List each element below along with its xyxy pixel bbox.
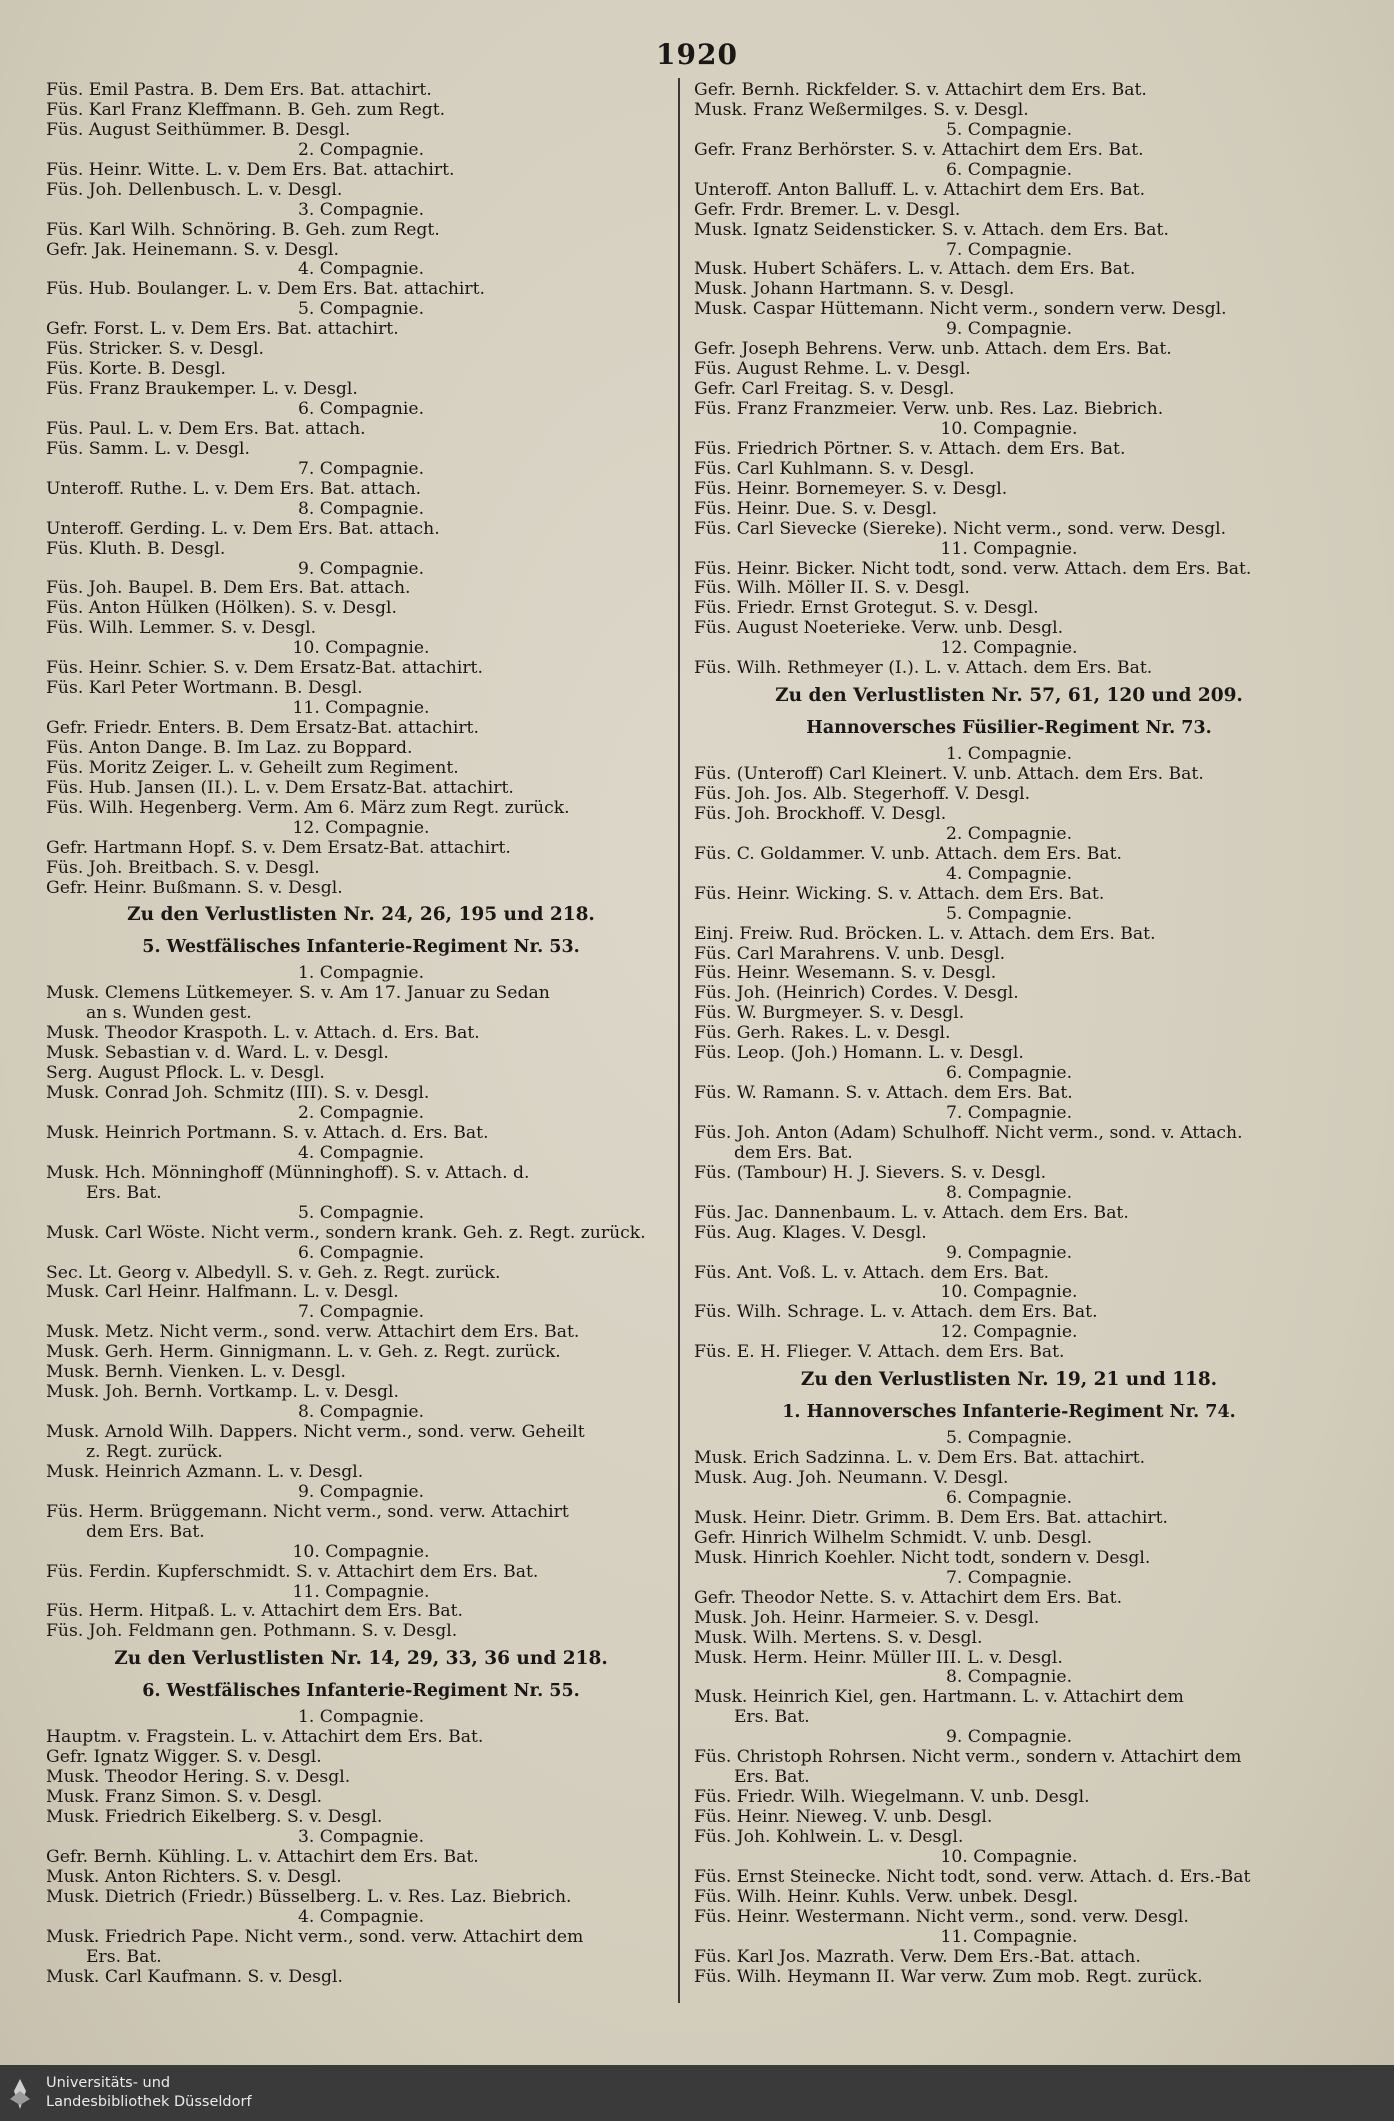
list-entry: Gefr. Theodor Nette. S. v. Attachirt dem Ers. Bat. <box>694 1588 1123 1608</box>
company-heading: 10. Compagnie. <box>292 1542 430 1562</box>
list-entry: Füs. Jac. Dannenbaum. L. v. Attach. dem Ers. Bat. <box>694 1203 1129 1223</box>
list-entry: Musk. Franz Simon. S. v. Desgl. <box>46 1788 323 1808</box>
company-heading: 9. Compagnie. <box>945 320 1073 340</box>
list-entry: Füs. Anton Hülken (Hölken). S. v. Desgl. <box>46 599 397 619</box>
list-entry: Füs. C. Goldammer. V. unb. Attach. dem Ers. Bat. <box>694 844 1122 864</box>
list-entry: Füs. Carl Kuhlmann. S. v. Desgl. <box>694 459 975 479</box>
list-entry: Musk. Johann Hartmann. S. v. Desgl. <box>694 280 1015 300</box>
list-entry-continuation: z. Regt. zurück. <box>86 1442 223 1462</box>
list-entry: Füs. Ernst Steinecke. Nicht todt, sond. verw. Attach. d. Ers.-Bat <box>694 1867 1251 1887</box>
list-entry: Musk. Joh. Heinr. Harmeier. S. v. Desgl. <box>694 1608 1040 1628</box>
list-entry: Musk. Heinrich Portmann. S. v. Attach. d. Ers. Bat. <box>46 1123 489 1143</box>
list-entry: Gefr. Heinr. Bußmann. S. v. Desgl. <box>46 878 343 898</box>
list-entry: Musk. Sebastian v. d. Ward. L. v. Desgl. <box>46 1044 389 1064</box>
list-entry: Musk. Hch. Mönninghoff (Münninghoff). S. v. Attach. d. <box>46 1163 530 1183</box>
list-entry: Gefr. Jak. Heinemann. S. v. Desgl. <box>46 240 339 260</box>
company-heading: 11. Compagnie. <box>940 1927 1078 1947</box>
list-entry: Musk. Herm. Heinr. Müller III. L. v. Desgl. <box>694 1648 1063 1668</box>
list-entry: Musk. Ignatz Seidensticker. S. v. Attach. dem Ers. Bat. <box>694 220 1169 240</box>
list-entry: Füs. Ant. Voß. L. v. Attach. dem Ers. Bat. <box>694 1263 1050 1283</box>
list-entry: Füs. Hub. Boulanger. L. v. Dem Ers. Bat. attachirt. <box>46 280 485 300</box>
list-entry: Füs. Joh. Brockhoff. V. Desgl. <box>694 804 947 824</box>
list-entry: Füs. Karl Franz Kleffmann. B. Geh. zum Regt. <box>46 100 446 120</box>
list-entry: Gefr. Bernh. Rickfelder. S. v. Attachirt dem Ers. Bat. <box>694 81 1147 100</box>
list-entry: Unteroff. Anton Balluff. L. v. Attachirt dem Ers. Bat. <box>694 180 1146 200</box>
library-logo-icon <box>6 2077 34 2111</box>
company-heading: 4. Compagnie. <box>297 260 425 280</box>
company-heading: 9. Compagnie. <box>945 1728 1073 1748</box>
list-entry: Füs. Heinr. Wesemann. S. v. Desgl. <box>694 964 997 984</box>
company-heading: 4. Compagnie. <box>297 1143 425 1163</box>
list-entry: Füs. Heinr. Bicker. Nicht todt, sond. verw. Attach. dem Ers. Bat. <box>694 559 1252 579</box>
left-column <box>46 81 676 1987</box>
list-entry: Gefr. Joseph Behrens. Verw. unb. Attach. dem Ers. Bat. <box>694 340 1172 360</box>
company-heading: 10. Compagnie. <box>940 419 1078 439</box>
company-heading: 1. Compagnie. <box>945 745 1073 765</box>
list-entry-continuation: Ers. Bat. <box>734 1708 810 1728</box>
loss-list-heading: Zu den Verlustlisten Nr. 19, 21 und 118. <box>800 1369 1218 1391</box>
list-entry-continuation: Ers. Bat. <box>86 1183 162 1203</box>
company-heading: 11. Compagnie. <box>292 699 430 719</box>
list-entry: Musk. Carl Wöste. Nicht verm., sondern krank. Geh. z. Regt. zurück. <box>46 1223 646 1243</box>
list-entry: Füs. Friedr. Wilh. Wiegelmann. V. unb. Desgl. <box>694 1788 1090 1808</box>
list-entry: Füs. W. Burgmeyer. S. v. Desgl. <box>694 1004 965 1024</box>
company-heading: 6. Compagnie. <box>945 1489 1073 1508</box>
page-number: 1920 <box>656 38 738 71</box>
list-entry: Füs. Korte. B. Desgl. <box>46 360 226 380</box>
company-heading: 9. Compagnie. <box>945 1243 1073 1263</box>
list-entry-continuation: Ers. Bat. <box>86 1947 162 1967</box>
list-entry: Musk. Hinrich Koehler. Nicht todt, sondern v. Desgl. <box>694 1548 1151 1568</box>
loss-list-heading: Zu den Verlustlisten Nr. 24, 26, 195 und 218. <box>127 904 595 926</box>
footer-bar <box>0 2065 1394 2121</box>
company-heading: 8. Compagnie. <box>297 499 425 519</box>
list-entry: Gefr. Bernh. Kühling. L. v. Attachirt dem Ers. Bat. <box>46 1847 479 1867</box>
company-heading: 6. Compagnie. <box>945 160 1073 180</box>
list-entry: Musk. Theodor Hering. S. v. Desgl. <box>46 1768 351 1788</box>
company-heading: 7. Compagnie. <box>945 240 1073 260</box>
list-entry: Füs. August Noeterieke. Verw. unb. Desgl. <box>694 619 1064 639</box>
company-heading: 9. Compagnie. <box>297 1482 425 1502</box>
list-entry: Gefr. Carl Freitag. S. v. Desgl. <box>694 380 955 400</box>
company-heading: 6. Compagnie. <box>297 400 425 419</box>
column-divider <box>678 78 680 2003</box>
list-entry: Musk. Caspar Hüttemann. Nicht verm., sondern verw. Desgl. <box>694 300 1227 320</box>
company-heading: 7. Compagnie. <box>945 1104 1073 1123</box>
list-entry: Füs. Heinr. Due. S. v. Desgl. <box>694 499 938 519</box>
list-entry: Füs. Friedr. Ernst Grotegut. S. v. Desgl. <box>694 599 1039 619</box>
company-heading: 10. Compagnie. <box>940 1283 1078 1303</box>
list-entry: Musk. Friedrich Pape. Nicht verm., sond. verw. Attachirt dem <box>46 1927 584 1947</box>
loss-list-heading: Zu den Verlustlisten Nr. 57, 61, 120 und 209. <box>775 685 1243 707</box>
company-heading: 1. Compagnie. <box>297 1708 425 1728</box>
list-entry: Musk. Arnold Wilh. Dappers. Nicht verm., sond. verw. Geheilt <box>46 1423 585 1442</box>
list-entry: Füs. Wilh. Schrage. L. v. Attach. dem Ers. Bat. <box>694 1303 1098 1323</box>
company-heading: 9. Compagnie. <box>297 559 425 579</box>
list-entry: Füs. Leop. (Joh.) Homann. L. v. Desgl. <box>694 1044 1024 1064</box>
company-heading: 4. Compagnie. <box>945 864 1073 884</box>
company-heading: 10. Compagnie. <box>292 639 430 659</box>
company-heading: 12. Compagnie. <box>292 818 430 838</box>
list-entry: Füs. August Seithümmer. B. Desgl. <box>46 120 351 140</box>
list-entry: Füs. Herm. Brüggemann. Nicht verm., sond. verw. Attachirt <box>46 1502 569 1522</box>
company-heading: 4. Compagnie. <box>297 1907 425 1927</box>
list-entry: Füs. Emil Pastra. B. Dem Ers. Bat. attachirt. <box>46 81 432 100</box>
loss-list-heading: Zu den Verlustlisten Nr. 14, 29, 33, 36 und 218. <box>114 1648 608 1670</box>
company-heading: 5. Compagnie. <box>945 904 1073 924</box>
list-entry: Füs. Hub. Jansen (II.). L. v. Dem Ersatz-Bat. attachirt. <box>46 778 514 798</box>
company-heading: 7. Compagnie. <box>297 459 425 479</box>
list-entry: Füs. Ferdin. Kupferschmidt. S. v. Attachirt dem Ers. Bat. <box>46 1562 539 1582</box>
list-entry-continuation: Ers. Bat. <box>734 1768 810 1788</box>
list-entry: Unteroff. Ruthe. L. v. Dem Ers. Bat. attach. <box>46 479 422 499</box>
company-heading: 5. Compagnie. <box>945 1429 1073 1449</box>
company-heading: 12. Compagnie. <box>940 1323 1078 1343</box>
list-entry: Füs. Aug. Klages. V. Desgl. <box>694 1223 927 1243</box>
list-entry: Füs. Heinr. Witte. L. v. Dem Ers. Bat. attachirt. <box>46 160 455 180</box>
list-entry: Einj. Freiw. Rud. Bröcken. L. v. Attach. dem Ers. Bat. <box>694 924 1156 944</box>
list-entry: Füs. Heinr. Nieweg. V. unb. Desgl. <box>694 1808 993 1827</box>
company-heading: 8. Compagnie. <box>297 1403 425 1423</box>
list-entry: Füs. Joh. Jos. Alb. Stegerhoff. V. Desgl. <box>694 785 1031 804</box>
list-entry: Füs. Wilh. Möller II. S. v. Desgl. <box>694 579 970 599</box>
list-entry-continuation: dem Ers. Bat. <box>86 1522 205 1542</box>
company-heading: 7. Compagnie. <box>945 1568 1073 1588</box>
list-entry: Unteroff. Gerding. L. v. Dem Ers. Bat. attach. <box>46 519 440 539</box>
list-entry: Füs. Joh. Baupel. B. Dem Ers. Bat. attach. <box>46 579 411 599</box>
company-heading: 1. Compagnie. <box>297 964 425 984</box>
list-entry: Füs. (Unteroff) Carl Kleinert. V. unb. Attach. dem Ers. Bat. <box>694 765 1204 785</box>
list-entry: Musk. Hubert Schäfers. L. v. Attach. dem Ers. Bat. <box>694 260 1136 280</box>
list-entry: Gefr. Friedr. Enters. B. Dem Ersatz-Bat. attachirt. <box>46 719 479 738</box>
list-entry: Füs. Wilh. Heymann II. War verw. Zum mob. Regt. zurück. <box>694 1967 1203 1987</box>
list-entry: Musk. Heinr. Dietr. Grimm. B. Dem Ers. Bat. attachirt. <box>694 1508 1168 1528</box>
list-entry: Füs. Paul. L. v. Dem Ers. Bat. attach. <box>46 419 366 439</box>
list-entry: Musk. Heinrich Kiel, gen. Hartmann. L. v. Attachirt dem <box>694 1688 1184 1708</box>
list-entry: Füs. Joh. Anton (Adam) Schulhoff. Nicht verm., sond. v. Attach. <box>694 1123 1243 1143</box>
list-entry: Musk. Aug. Joh. Neumann. V. Desgl. <box>694 1469 1009 1489</box>
list-entry: Füs. Wilh. Heinr. Kuhls. Verw. unbek. Desgl. <box>694 1887 1079 1907</box>
company-heading: 5. Compagnie. <box>945 120 1073 140</box>
list-entry: Füs. Stricker. S. v. Desgl. <box>46 340 265 360</box>
list-entry: Füs. Karl Jos. Mazrath. Verw. Dem Ers.-Bat. attach. <box>694 1947 1141 1967</box>
list-entry: Füs. Joh. (Heinrich) Cordes. V. Desgl. <box>694 984 1019 1004</box>
list-entry-continuation: dem Ers. Bat. <box>734 1143 853 1163</box>
company-heading: 8. Compagnie. <box>945 1668 1073 1688</box>
regiment-heading: Hannoversches Füsilier-Regiment Nr. 73. <box>806 718 1212 739</box>
library-name-line2: Landesbibliothek Düsseldorf <box>46 2094 252 2110</box>
company-heading: 10. Compagnie. <box>940 1847 1078 1867</box>
list-entry: Gefr. Ignatz Wigger. S. v. Desgl. <box>46 1748 322 1768</box>
list-entry: Füs. Heinr. Bornemeyer. S. v. Desgl. <box>694 479 1008 499</box>
list-entry: Gefr. Forst. L. v. Dem Ers. Bat. attachirt. <box>46 320 399 340</box>
list-entry: Musk. Theodor Kraspoth. L. v. Attach. d. Ers. Bat. <box>46 1024 480 1044</box>
list-entry: Musk. Erich Sadzinna. L. v. Dem Ers. Bat. attachirt. <box>694 1449 1146 1469</box>
list-entry: Musk. Anton Richters. S. v. Desgl. <box>46 1867 342 1887</box>
library-name-line1: Universitäts- und <box>46 2075 171 2091</box>
list-entry: Füs. W. Ramann. S. v. Attach. dem Ers. Bat. <box>694 1084 1073 1104</box>
list-entry: Musk. Clemens Lütkemeyer. S. v. Am 17. Januar zu Sedan <box>46 984 550 1004</box>
company-heading: 6. Compagnie. <box>945 1064 1073 1084</box>
list-entry: Füs. E. H. Flieger. V. Attach. dem Ers. Bat. <box>694 1343 1065 1363</box>
company-heading: 5. Compagnie. <box>297 300 425 320</box>
list-entry: Musk. Franz Weßermilges. S. v. Desgl. <box>694 100 1029 120</box>
company-heading: 3. Compagnie. <box>297 200 425 220</box>
list-entry: Füs. Heinr. Wicking. S. v. Attach. dem Ers. Bat. <box>694 884 1105 904</box>
list-entry: Musk. Gerh. Herm. Ginnigmann. L. v. Geh. z. Regt. zurück. <box>46 1343 561 1363</box>
regiment-heading: 1. Hannoversches Infanterie-Regiment Nr. 74. <box>782 1402 1236 1423</box>
list-entry: Füs. Gerh. Rakes. L. v. Desgl. <box>694 1024 951 1044</box>
list-entry: Musk. Bernh. Vienken. L. v. Desgl. <box>46 1363 347 1383</box>
list-entry: Füs. Heinr. Schier. S. v. Dem Ersatz-Bat. attachirt. <box>46 659 483 679</box>
list-entry: Musk. Dietrich (Friedr.) Büsselberg. L. v. Res. Laz. Biebrich. <box>46 1887 572 1907</box>
list-entry: Füs. Moritz Zeiger. L. v. Geheilt zum Regiment. <box>46 758 459 778</box>
list-entry: Gefr. Frdr. Bremer. L. v. Desgl. <box>694 200 961 220</box>
list-entry: Musk. Metz. Nicht verm., sond. verw. Attachirt dem Ers. Bat. <box>46 1323 580 1343</box>
company-heading: 11. Compagnie. <box>292 1582 430 1602</box>
company-heading: 3. Compagnie. <box>297 1827 425 1847</box>
list-entry: Gefr. Hartmann Hopf. S. v. Dem Ersatz-Bat. attachirt. <box>46 838 511 858</box>
list-entry: Musk. Conrad Joh. Schmitz (III). S. v. Desgl. <box>46 1084 430 1104</box>
list-entry: Füs. Wilh. Hegenberg. Verm. Am 6. März zum Regt. zurück. <box>46 798 570 818</box>
list-entry: Musk. Carl Kaufmann. S. v. Desgl. <box>46 1967 343 1987</box>
list-entry: Füs. Karl Peter Wortmann. B. Desgl. <box>46 679 363 699</box>
library-name <box>46 2074 252 2112</box>
list-entry: Füs. Samm. L. v. Desgl. <box>46 439 250 459</box>
list-entry: Füs. Joh. Feldmann gen. Pothmann. S. v. Desgl. <box>46 1622 458 1642</box>
list-entry: Füs. Joh. Kohlwein. L. v. Desgl. <box>694 1827 964 1847</box>
list-entry: Füs. Heinr. Westermann. Nicht verm., sond. verw. Desgl. <box>694 1907 1189 1927</box>
company-heading: 8. Compagnie. <box>945 1183 1073 1203</box>
company-heading: 12. Compagnie. <box>940 639 1078 659</box>
list-entry: Musk. Wilh. Mertens. S. v. Desgl. <box>694 1628 983 1648</box>
list-entry: Füs. Friedrich Pörtner. S. v. Attach. dem Ers. Bat. <box>694 439 1126 459</box>
company-heading: 2. Compagnie. <box>297 140 425 160</box>
list-entry: Füs. Franz Braukemper. L. v. Desgl. <box>46 380 358 400</box>
list-entry: Musk. Joh. Bernh. Vortkamp. L. v. Desgl. <box>46 1383 400 1403</box>
list-entry: Füs. (Tambour) H. J. Sievers. S. v. Desgl. <box>694 1163 1047 1183</box>
list-entry: Sec. Lt. Georg v. Albedyll. S. v. Geh. z. Regt. zurück. <box>46 1263 501 1283</box>
list-entry: Füs. Karl Wilh. Schnöring. B. Geh. zum Regt. <box>46 220 440 240</box>
regiment-heading: 5. Westfälisches Infanterie-Regiment Nr. 53. <box>142 937 580 958</box>
list-entry: Serg. August Pflock. L. v. Desgl. <box>46 1064 325 1084</box>
list-entry: Hauptm. v. Fragstein. L. v. Attachirt dem Ers. Bat. <box>46 1728 484 1748</box>
list-entry-continuation: an s. Wunden gest. <box>86 1004 252 1024</box>
list-entry: Füs. Carl Sievecke (Siereke). Nicht verm., sond. verw. Desgl. <box>694 519 1227 539</box>
list-entry: Füs. Wilh. Lemmer. S. v. Desgl. <box>46 619 317 639</box>
company-heading: 2. Compagnie. <box>297 1104 425 1123</box>
company-heading: 5. Compagnie. <box>297 1203 425 1223</box>
list-entry: Füs. Christoph Rohrsen. Nicht verm., sondern v. Attachirt dem <box>694 1748 1242 1768</box>
list-entry: Füs. Franz Franzmeier. Verw. unb. Res. Laz. Biebrich. <box>694 400 1164 419</box>
list-entry: Füs. Wilh. Rethmeyer (I.). L. v. Attach. dem Ers. Bat. <box>694 659 1153 679</box>
list-entry: Gefr. Franz Berhörster. S. v. Attachirt dem Ers. Bat. <box>694 140 1144 160</box>
list-entry: Füs. Kluth. B. Desgl. <box>46 539 226 559</box>
list-entry: Füs. Joh. Breitbach. S. v. Desgl. <box>46 858 320 878</box>
regiment-heading: 6. Westfälisches Infanterie-Regiment Nr. 55. <box>142 1681 580 1702</box>
list-entry: Musk. Friedrich Eikelberg. S. v. Desgl. <box>46 1808 383 1827</box>
list-entry: Füs. Carl Marahrens. V. unb. Desgl. <box>694 944 1006 964</box>
list-entry: Füs. Anton Dange. B. Im Laz. zu Boppard. <box>46 738 413 758</box>
list-entry: Füs. August Rehme. L. v. Desgl. <box>694 360 971 380</box>
list-entry: Füs. Joh. Dellenbusch. L. v. Desgl. <box>46 180 343 200</box>
company-heading: 6. Compagnie. <box>297 1243 425 1263</box>
list-entry: Musk. Carl Heinr. Halfmann. L. v. Desgl. <box>46 1283 399 1303</box>
list-entry: Musk. Heinrich Azmann. L. v. Desgl. <box>46 1462 364 1482</box>
company-heading: 7. Compagnie. <box>297 1303 425 1323</box>
company-heading: 2. Compagnie. <box>945 824 1073 844</box>
right-column <box>694 81 1324 1987</box>
list-entry: Füs. Herm. Hitpaß. L. v. Attachirt dem Ers. Bat. <box>46 1602 463 1622</box>
company-heading: 11. Compagnie. <box>940 539 1078 559</box>
list-entry: Gefr. Hinrich Wilhelm Schmidt. V. unb. Desgl. <box>694 1528 1093 1548</box>
